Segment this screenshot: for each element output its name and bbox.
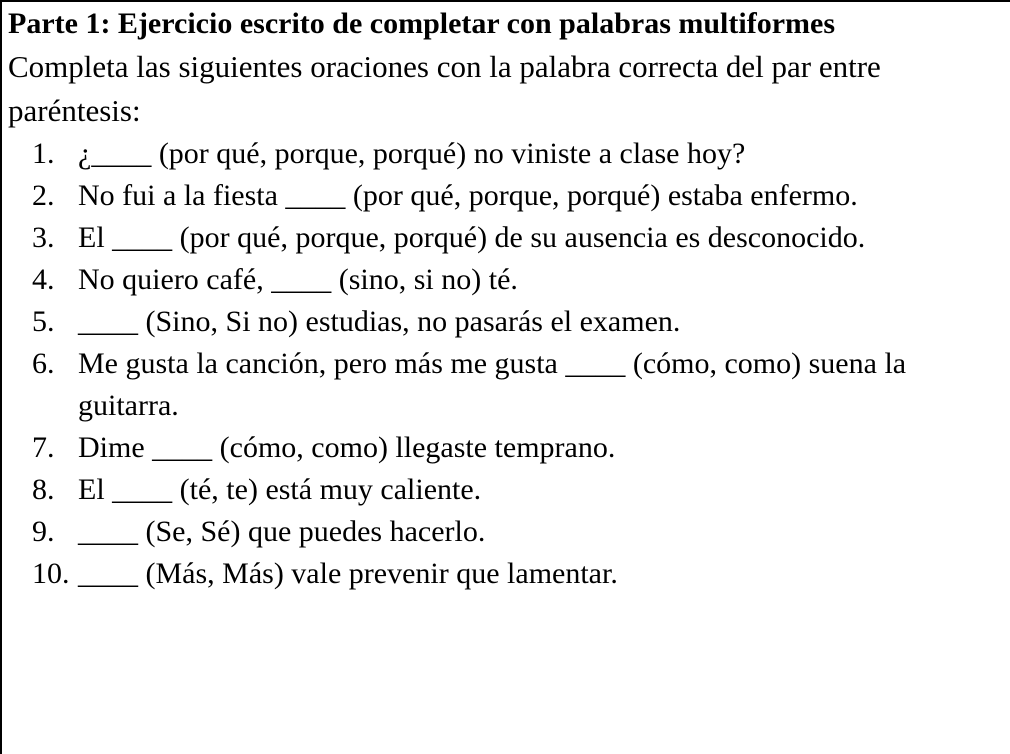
worksheet-instructions: Completa las siguientes oraciones con la palabra correcta del par entre paréntesis: [8, 49, 881, 128]
worksheet-title: Parte 1: Ejercicio escrito de completar con palabras multiformes [8, 7, 835, 40]
item-number: 9. [32, 515, 55, 548]
item-sentence: ____ (Más, Más) vale prevenir que lamentar. [78, 557, 618, 590]
item-number: 1. [32, 137, 55, 170]
item-number: 2. [32, 179, 55, 212]
exercise-item-3 [8, 217, 1003, 259]
item-sentence: El ____ (té, te) está muy caliente. [78, 473, 482, 506]
worksheet [8, 3, 1003, 595]
item-number: 6. [32, 347, 55, 380]
exercise-item-1 [8, 133, 1003, 175]
item-sentence: Me gusta la canción, pero más me gusta ____ (cómo, como) suena la guitarra. [78, 347, 907, 422]
exercise-item-7 [8, 427, 1003, 469]
item-number: 4. [32, 263, 55, 296]
exercise-item-4 [8, 259, 1003, 301]
left-border [0, 0, 2, 754]
item-number: 5. [32, 305, 55, 338]
exercise-list [8, 133, 1003, 595]
item-number: 7. [32, 431, 55, 464]
exercise-item-10 [8, 553, 1003, 595]
item-number: 10. [32, 557, 70, 590]
exercise-item-8 [8, 469, 1003, 511]
top-border [0, 0, 1010, 2]
exercise-item-2 [8, 175, 1003, 217]
exercise-item-6 [8, 343, 1003, 427]
item-sentence: ____ (Sino, Si no) estudias, no pasarás el examen. [78, 305, 681, 338]
item-sentence: ____ (Se, Sé) que puedes hacerlo. [78, 515, 486, 548]
item-number: 3. [32, 221, 55, 254]
item-sentence: El ____ (por qué, porque, porqué) de su ausencia es desconocido. [78, 221, 866, 254]
item-sentence: Dime ____ (cómo, como) llegaste temprano. [78, 431, 616, 464]
item-sentence: No quiero café, ____ (sino, si no) té. [78, 263, 518, 296]
exercise-item-9 [8, 511, 1003, 553]
exercise-item-5 [8, 301, 1003, 343]
item-sentence: ¿____ (por qué, porque, porqué) no viniste a clase hoy? [78, 137, 746, 170]
item-number: 8. [32, 473, 55, 506]
item-sentence: No fui a la fiesta ____ (por qué, porque, porqué) estaba enfermo. [78, 179, 858, 212]
